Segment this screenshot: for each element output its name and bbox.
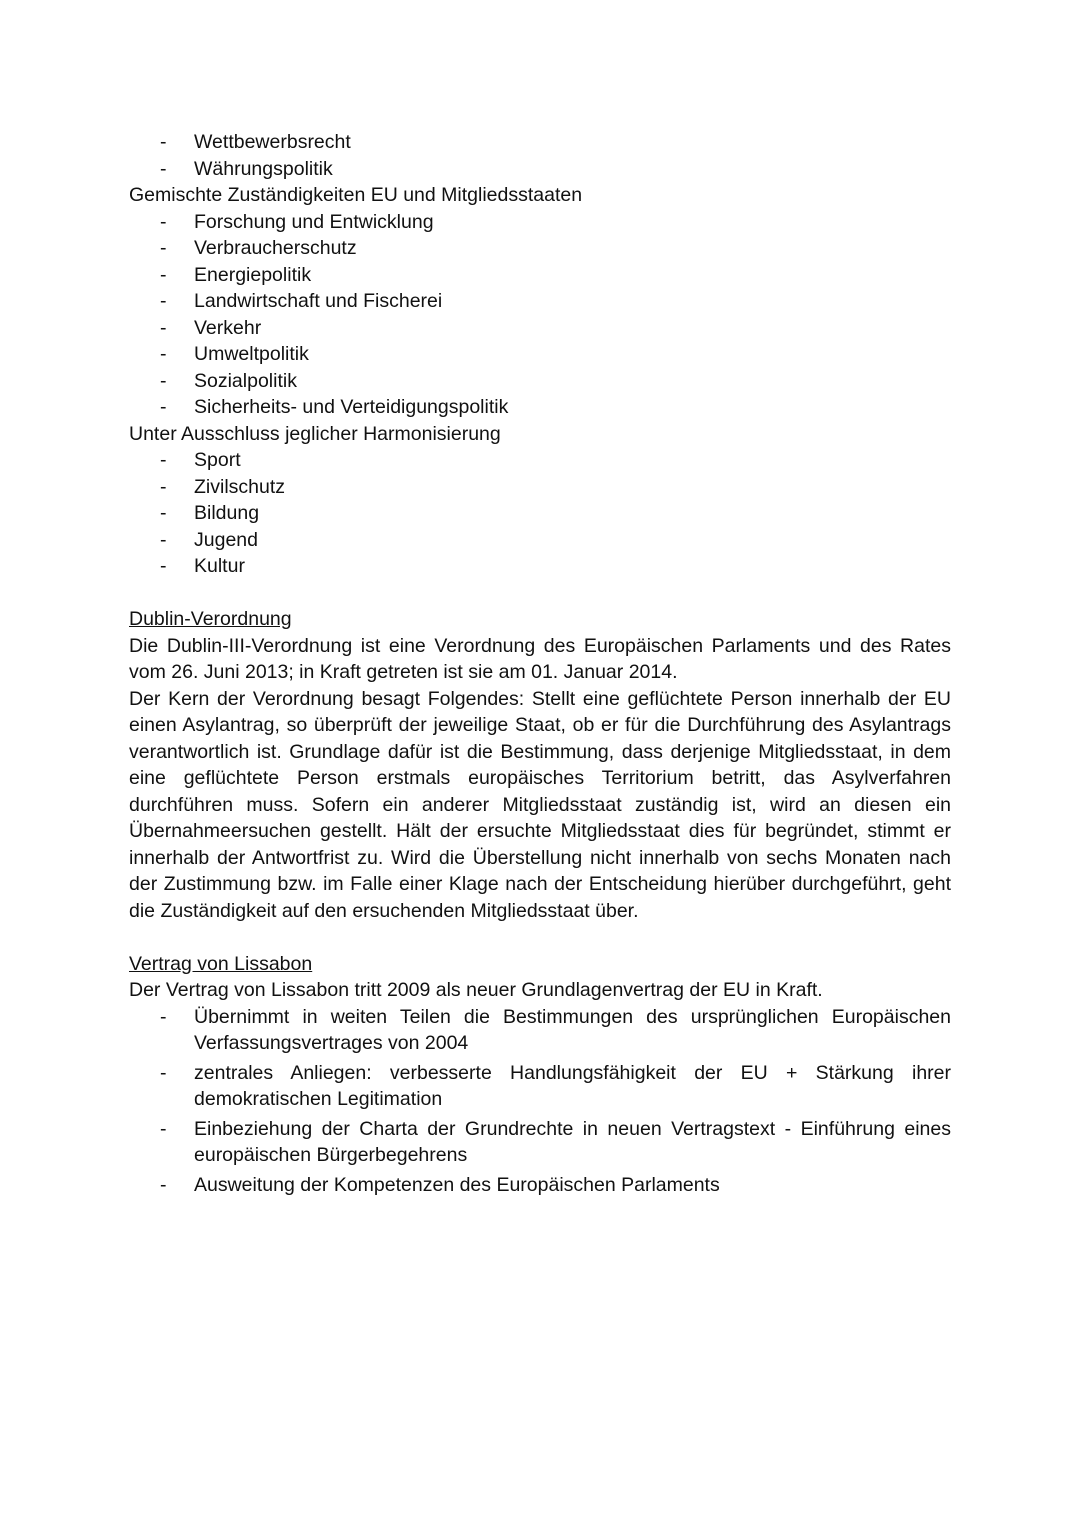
list-item: - Zivilschutz — [129, 474, 951, 501]
list-item: - Kultur — [129, 553, 951, 580]
dublin-heading: Dublin-Verordnung — [129, 608, 292, 630]
list-item: - Wettbewerbsrecht — [129, 129, 951, 156]
list-item: - Währungspolitik — [129, 156, 951, 183]
list-item: - Bildung — [129, 500, 951, 527]
dublin-paragraph-1: Die Dublin-III-Verordnung ist eine Verordnung des Europäischen Parlaments und des Rates vom 26. Juni 2013; in Kraft getreten ist sie am 01. Januar 2014. — [129, 634, 951, 683]
dublin-paragraph-2: Der Kern der Verordnung besagt Folgendes: Stellt eine geflüchtete Person innerhalb der EU einen Asylantrag, so überprüft der jeweilige Staat, ob er für die Durchführung des Asylantrags verantwortlich ist. Grundlage dafür ist die Bestimmung, dass derjenige Mitgliedsstaat, in dem eine geflüchtete Person erstmals europäisches Territorium betritt, das Asylverfahren durchführen muss. Sofern ein anderer Mitgliedsstaat zuständig ist, wird an diesen ein Übernahmeersuchen gestellt. Hält der ersuchte Mitgliedsstaat dies für begründet, stimmt er innerhalb der Antwortfrist zu. Wird die Überstellung nicht innerhalb von sechs Monaten nach der Zustimmung bzw. im Falle einer Klage nach der Entscheidung hierüber durchgeführt, geht die Zuständigkeit auf den ersuchenden Mitgliedsstaat über. — [129, 687, 951, 922]
list-item: - Übernimmt in weiten Teilen die Bestimmungen des ursprünglichen Europäischen Verfassungsvertrages von 2004 — [129, 1004, 951, 1057]
list-item: - Energiepolitik — [129, 262, 951, 289]
list-item: - Landwirtschaft und Fischerei — [129, 288, 951, 315]
list-item: - Umweltpolitik — [129, 341, 951, 368]
mixed-competences-heading: Gemischte Zuständigkeiten EU und Mitgliedsstaaten — [129, 184, 583, 206]
list-item: - zentrales Anliegen: verbesserte Handlungsfähigkeit der EU + Stärkung ihrer demokratischen Legitimation — [129, 1060, 951, 1113]
list-item: - Jugend — [129, 527, 951, 554]
exclusion-heading: Unter Ausschluss jeglicher Harmonisierung — [129, 422, 501, 445]
competence-list-exclusive — [129, 129, 951, 182]
list-item: - Sozialpolitik — [129, 368, 951, 395]
list-item: - Forschung und Entwicklung — [129, 209, 951, 236]
list-item: - Verbraucherschutz — [129, 235, 951, 262]
list-item: - Einbeziehung der Charta der Grundrechte in neuen Vertragstext ‐ Einführung eines europäischen Bürgerbegehrens — [129, 1116, 951, 1169]
lissabon-list — [129, 1004, 951, 1199]
competence-list-exclusion — [129, 447, 951, 580]
lissabon-intro: Der Vertrag von Lissabon tritt 2009 als neuer Grundlagenvertrag der EU in Kraft. — [129, 979, 823, 1001]
list-item: - Ausweitung der Kompetenzen des Europäischen Parlaments — [129, 1172, 951, 1199]
list-item: - Sport — [129, 447, 951, 474]
competence-list-mixed — [129, 209, 951, 421]
lissabon-heading: Vertrag von Lissabon — [129, 952, 313, 975]
list-item: - Sicherheits- und Verteidigungspolitik — [129, 394, 951, 421]
document-page — [129, 129, 951, 1201]
list-item: - Verkehr — [129, 315, 951, 342]
